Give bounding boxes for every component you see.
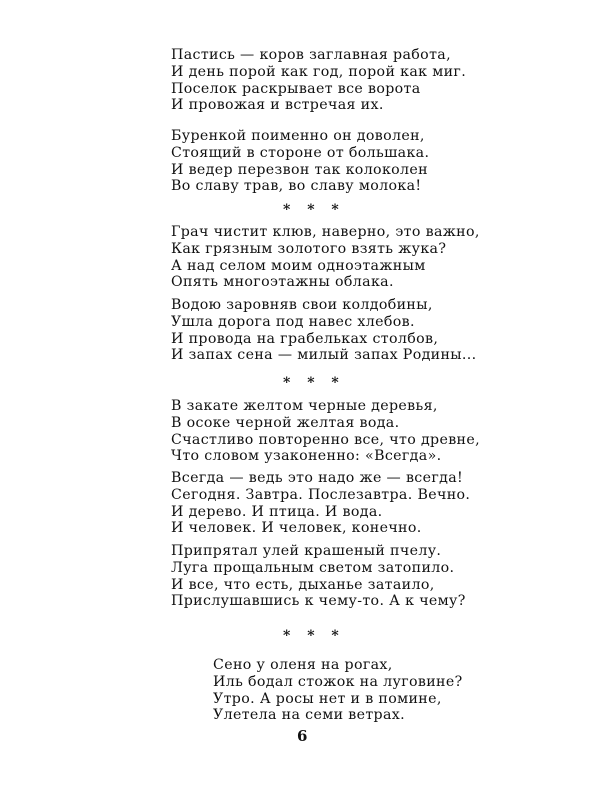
stanza: [213, 657, 463, 724]
section-divider: * * *: [283, 628, 345, 644]
poem-line: Сено у оленя на рогах,: [213, 657, 393, 673]
poem-line: В осоке черной желтая вода.: [171, 414, 400, 431]
poem-line: Опять многоэтажны облака.: [171, 274, 394, 291]
poem-line: А над селом моим одноэтажным: [171, 257, 426, 274]
poem-line: Всегда — ведь это надо же — всегда!: [171, 470, 464, 486]
poem-line: Прислушавшись к чему-то. А к чему?: [171, 593, 466, 610]
poem-line: Поселок раскрывает все ворота: [171, 80, 421, 97]
poem-line: Ушла дорога под навес хлебов.: [171, 313, 415, 330]
poem-line: Припрятал улей крашеный пчелу.: [171, 543, 442, 559]
poem-line: И день порой как год, порой как миг.: [171, 63, 467, 80]
poem-line: Иль бодал стожок на луговине?: [213, 673, 463, 690]
poem-line: Стоящий в стороне от большака.: [171, 144, 430, 161]
stanza: [171, 224, 480, 291]
poem-line: И запах сена — милый запах Родины...: [171, 347, 477, 364]
poem-line: Во славу трав, во славу молока!: [171, 178, 422, 195]
poem-line: Луга прощальным светом затопило.: [171, 559, 455, 576]
poem-line: Утро. А росы нет и в помине,: [213, 690, 442, 707]
poem-line: Улетела на семи ветрах.: [213, 707, 405, 724]
section-divider: * * *: [283, 375, 345, 391]
poem-line: Пастись — коров заглавная работа,: [171, 47, 451, 63]
poem-line: Грач чистит клюв, наверно, это важно,: [171, 224, 480, 240]
stanza: [171, 398, 480, 465]
poem-line: И провода на грабельках столбов,: [171, 330, 439, 347]
poem-line: И дерево. И птица. И вода.: [171, 503, 383, 520]
poem-line: И все, что есть, дыханье затаило,: [171, 576, 435, 593]
poem-line: И провожая и встречая их.: [171, 97, 384, 114]
poem-line: Что словом узаконенно: «Всегда».: [171, 448, 442, 465]
stanza: [171, 47, 466, 114]
stanza: [171, 128, 429, 195]
poem-line: И ведер перезвон так колоколен: [171, 161, 428, 178]
poem-line: И человек. И человек, конечно.: [171, 520, 422, 537]
stanza: [171, 297, 477, 364]
poem-line: Как грязным золотого взять жука?: [171, 240, 447, 257]
poem-line: Счастливо повторенно все, что древне,: [171, 431, 480, 448]
stanza: [171, 543, 466, 610]
section-divider: * * *: [283, 202, 345, 218]
page-number: 6: [297, 727, 308, 745]
poem-line: Сегодня. Завтра. Послезавтра. Вечно.: [171, 486, 471, 503]
poem-line: Водою заровняв свои колдобины,: [171, 297, 433, 313]
poem-line: Буренкой поименно он доволен,: [171, 128, 425, 144]
poem-line: В закате желтом черные деревья,: [171, 398, 438, 414]
stanza: [171, 470, 470, 537]
